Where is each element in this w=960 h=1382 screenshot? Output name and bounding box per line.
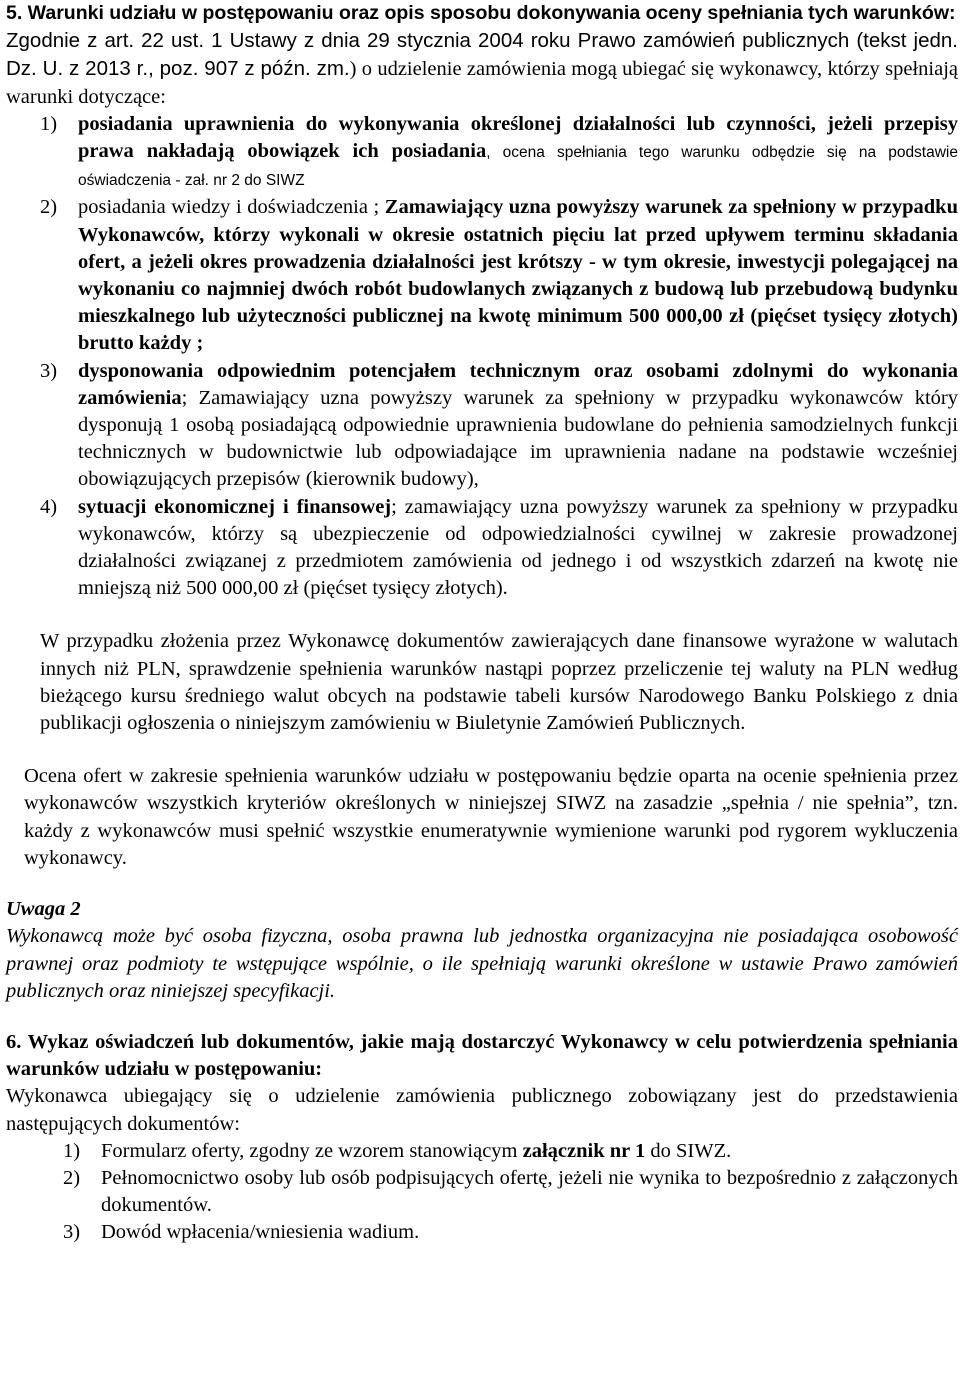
document-item xyxy=(6,1138,958,1165)
document-number: 1) xyxy=(63,1139,81,1162)
intro-continuation: ) o udzielenie zamówienia mogą ubiegać się wykonawcy, którzy spełniają warunki dotyczące: xyxy=(6,58,958,108)
document-bold-text: załącznik nr 1 xyxy=(522,1139,646,1162)
section-6-heading: 6. Wykaz oświadczeń lub dokumentów, jakie mają dostarczyć Wykonawcy w celu potwierdzenia spełniania warunków udziału w postępowaniu: xyxy=(6,1030,958,1081)
condition-bold-text: posiadania uprawnienia do wykonywania określonej działalności lub czynności, jeżeli przepisy prawa nakładają obowiązek ich posiadania xyxy=(78,112,958,163)
condition-item xyxy=(6,194,958,357)
document-number: 3) xyxy=(63,1221,81,1244)
condition-text: , ocena spełniania tego warunku odbędzie się na podstawie oświadczenia - zał. nr 2 do SIWZ xyxy=(78,144,958,190)
document-text: Dowód wpłacenia/wniesienia wadium. xyxy=(101,1221,420,1244)
section-5-heading: 5. Warunki udziału w postępowaniu oraz opis sposobu dokonywania oceny spełniania tych warunków: xyxy=(6,2,956,24)
condition-item xyxy=(6,111,958,195)
condition-bold-text: Zamawiający uzna powyższy warunek za spełniony w przypadku Wykonawców, którzy wykonali w okresie ostatnich pięciu lat przed upływem terminu składania ofert, a jeżeli okres prowadzenia działalności jest krótszy - w tym okresie, inwestycji polegającej na wykonaniu co najmniej dwóch robót budowlanych związanych z budową lub przebudową budynku mieszkalnego lub użyteczności publicznej na kwotę minimum 500 000,00 zł (pięćset tysięcy złotych) brutto każdy ; xyxy=(78,196,958,355)
condition-number: 4) xyxy=(40,495,58,518)
document-text: Formularz oferty, zgodny ze wzorem stanowiącym xyxy=(101,1139,523,1162)
condition-number: 3) xyxy=(40,359,58,382)
condition-text: ; zamawiający uzna powyższy warunek za spełniony w przypadku wykonawców, którzy są ubezpieczenie od odpowiedzialności cywilnej w zakresie prowadzonej działalności związanej z przedmiotem zamówienia od jednego i od wszystkich zdarzeń na kwotę nie mniejszą niż 500 000,00 zł (pięćset tysięcy złotych). xyxy=(78,495,958,600)
document-after-text: do SIWZ. xyxy=(645,1139,732,1162)
uwaga-2-text: Wykonawcą może być osoba fizyczna, osoba prawna lub jednostka organizacyjna nie posiadająca osobowość prawnej oraz podmioty te wstępujące wspólnie, o ile spełniają warunki określone w ustawie Prawo zamówień publicznych oraz niniejszej specyfikacji. xyxy=(6,925,958,1002)
currency-paragraph: W przypadku złożenia przez Wykonawcę dokumentów zawierających dane finansowe wyrażone w walutach innych niż PLN, sprawdzenie spełnienia warunków nastąpi poprzez przeliczenie tej waluty na PLN według bieżącego kursu średniego walut obcych na podstawie tabeli kursów Narodowego Banku Polskiego z dnia publikacji ogłoszenia o niniejszym zamówieniu w Biuletynie Zamówień Publicznych. xyxy=(40,630,958,735)
evaluation-paragraph: Ocena ofert w zakresie spełnienia warunków udziału w postępowaniu będzie oparta na ocenie spełnienia przez wykonawców wszystkich kryteriów określonych w niniejszej SIWZ na zasadzie „spełnia / nie spełnia”, tzn. każdy z wykonawców musi spełnić wszystkie enumeratywnie wymienione warunki pod rygorem wykluczenia wykonawcy. xyxy=(24,765,958,869)
condition-item xyxy=(6,358,958,494)
intro-law-reference: Zgodnie z art. 22 ust. 1 Ustawy z dnia 29 stycznia 2004 roku Prawo zamówień publicznych (tekst jedn. Dz. U. z 2013 r., poz. 907 z późn. zm. xyxy=(6,29,958,81)
condition-text: ; Zamawiający uzna powyższy warunek za spełniony w przypadku wykonawców który dysponują 1 osobą posiadającą odpowiednie uprawnienia budowlane do pełnienia samodzielnych funkcji technicznych w budownictwie lub odpowiadające im uprawnienia nadane na podstawie wcześniej obowiązujących przepisów (kierownik budowy), xyxy=(78,386,958,491)
condition-number: 2) xyxy=(40,196,58,219)
section-6-intro: Wykonawca ubiegający się o udzielenie zamówienia publicznego zobowiązany jest do przedstawienia następujących dokumentów: xyxy=(6,1085,958,1135)
condition-item xyxy=(6,494,958,603)
condition-bold-text: sytuacji ekonomicznej i finansowej xyxy=(78,495,392,518)
condition-bold-text: dysponowania odpowiednim potencjałem technicznym oraz osobami zdolnymi do wykonania zamówienia xyxy=(78,359,958,409)
condition-lead-text: posiadania wiedzy i doświadczenia ; xyxy=(78,196,385,219)
section-5-intro xyxy=(6,27,958,111)
document-item xyxy=(6,1219,958,1246)
document-item xyxy=(6,1165,958,1219)
document-number: 2) xyxy=(63,1166,81,1189)
condition-number: 1) xyxy=(40,112,58,135)
documents-list xyxy=(6,1138,958,1247)
uwaga-2-title: Uwaga 2 xyxy=(6,898,81,921)
conditions-list xyxy=(6,111,958,603)
document-text: Pełnomocnictwo osoby lub osób podpisujących ofertę, jeżeli nie wynika to bezpośrednio z załączonych dokumentów. xyxy=(101,1166,958,1217)
